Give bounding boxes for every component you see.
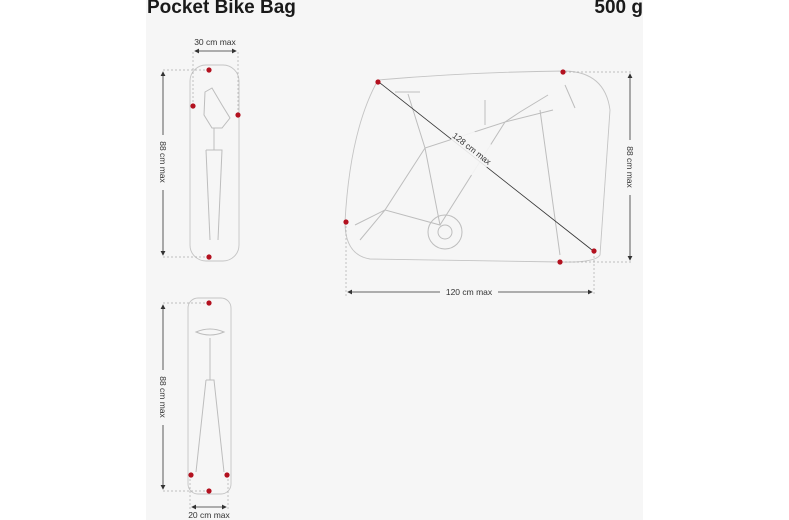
product-title: Pocket Bike Bag (147, 0, 296, 18)
rear-width-label: 20 cm max (188, 510, 230, 520)
side-length-label: 120 cm max (445, 287, 493, 297)
side-view (343, 69, 635, 298)
bag-outline (188, 298, 231, 494)
diagonal-label: 128 cm max (450, 130, 494, 167)
side-height-label: 88 cm max (625, 146, 635, 188)
front-height-label: 88 cm max (158, 141, 168, 183)
bike-front-sketch (204, 88, 230, 240)
front-width-label: 30 cm max (194, 37, 236, 47)
rear-height-label: 88 cm max (158, 376, 168, 418)
bag-outline (190, 65, 239, 261)
front-view (158, 37, 241, 261)
rear-view (158, 298, 231, 520)
bike-rear-sketch (196, 329, 224, 472)
bike-side-sketch (355, 85, 575, 255)
product-weight: 500 g (594, 0, 643, 18)
